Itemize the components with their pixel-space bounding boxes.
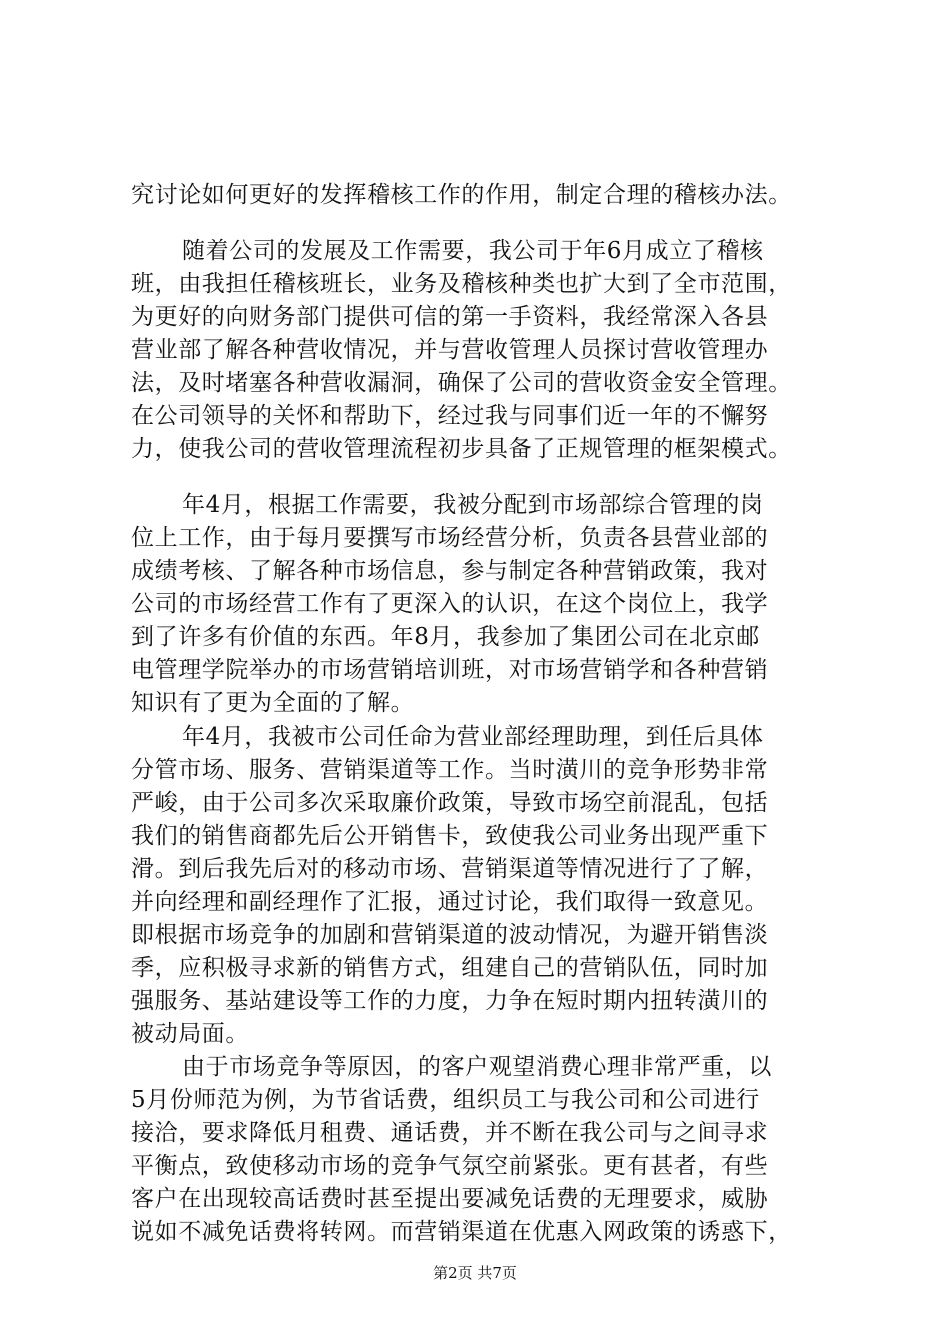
text-line: 并向经理和副经理作了汇报，通过讨论，我们取得一致意见。	[131, 889, 769, 915]
text-line: 客户在出现较高话费时甚至提出要减免话费的无理要求，威胁	[131, 1186, 769, 1212]
text-line: 说如不减免话费将转网。而营销渠道在优惠入网政策的诱惑下，	[131, 1219, 792, 1245]
text-line: 班，由我担任稽核班长，业务及稽核种类也扩大到了全市范围，	[131, 271, 792, 297]
text-line: 年4月，根据工作需要，我被分配到市场部综合管理的岗	[182, 492, 764, 518]
text-line: 在公司领导的关怀和帮助下，经过我与同事们近一年的不懈努	[131, 403, 769, 429]
text-line: 到了许多有价值的东西。年8月，我参加了集团公司在北京邮	[131, 624, 760, 650]
text-line: 分管市场、服务、营销渠道等工作。当时潢川的竞争形势非常	[131, 757, 769, 783]
text-line: 营业部了解各种营收情况，并与营收管理人员探讨营收管理办	[131, 337, 769, 363]
text-line: 为更好的向财务部门提供可信的第一手资料，我经常深入各县	[131, 304, 769, 330]
text-line: 成绩考核、了解各种市场信息，参与制定各种营销政策，我对	[131, 558, 769, 584]
text-line: 公司的市场经营工作有了更深入的认识，在这个岗位上，我学	[131, 591, 769, 617]
text-line: 电管理学院举办的市场营销培训班，对市场营销学和各种营销	[131, 657, 769, 683]
text-line: 我们的销售商都先后公开销售卡，致使我公司业务出现严重下	[131, 823, 769, 849]
text-line: 年4月，我被市公司任命为营业部经理助理，到任后具体	[182, 724, 764, 750]
text-line: 力，使我公司的营收管理流程初步具备了正规管理的框架模式。	[131, 436, 792, 462]
text-line: 平衡点，致使移动市场的竞争气氛空前紧张。更有甚者，有些	[131, 1153, 769, 1179]
text-line: 季，应积极寻求新的销售方式，组建自己的营销队伍，同时加	[131, 955, 769, 981]
page-footer: 第2页 共7页	[433, 1264, 517, 1282]
text-line: 法，及时堵塞各种营收漏洞，确保了公司的营收资金安全管理。	[131, 370, 792, 396]
text-line: 知识有了更为全面的了解。	[131, 690, 415, 716]
text-line: 随着公司的发展及工作需要，我公司于年6月成立了稽核	[182, 238, 764, 264]
text-line: 强服务、基站建设等工作的力度，力争在短时期内扭转潢川的	[131, 988, 769, 1014]
text-line: 接洽，要求降低月租费、通话费，并不断在我公司与之间寻求	[131, 1120, 769, 1146]
text-line: 由于市场竞争等原因，的客户观望消费心理非常严重，以	[182, 1054, 772, 1080]
text-line: 被动局面。	[131, 1021, 249, 1047]
text-line: 究讨论如何更好的发挥稽核工作的作用，制定合理的稽核办法。	[131, 182, 792, 208]
text-line: 严峻，由于公司多次采取廉价政策，导致市场空前混乱，包括	[131, 790, 769, 816]
text-line: 滑。到后我先后对的移动市场、营销渠道等情况进行了了解，	[131, 856, 769, 882]
text-line: 5月份师范为例，为节省话费，组织员工与我公司和公司进行	[131, 1087, 760, 1113]
text-line: 位上工作，由于每月要撰写市场经营分析，负责各县营业部的	[131, 525, 769, 551]
text-line: 即根据市场竞争的加剧和营销渠道的波动情况，为避开销售淡	[131, 922, 769, 948]
